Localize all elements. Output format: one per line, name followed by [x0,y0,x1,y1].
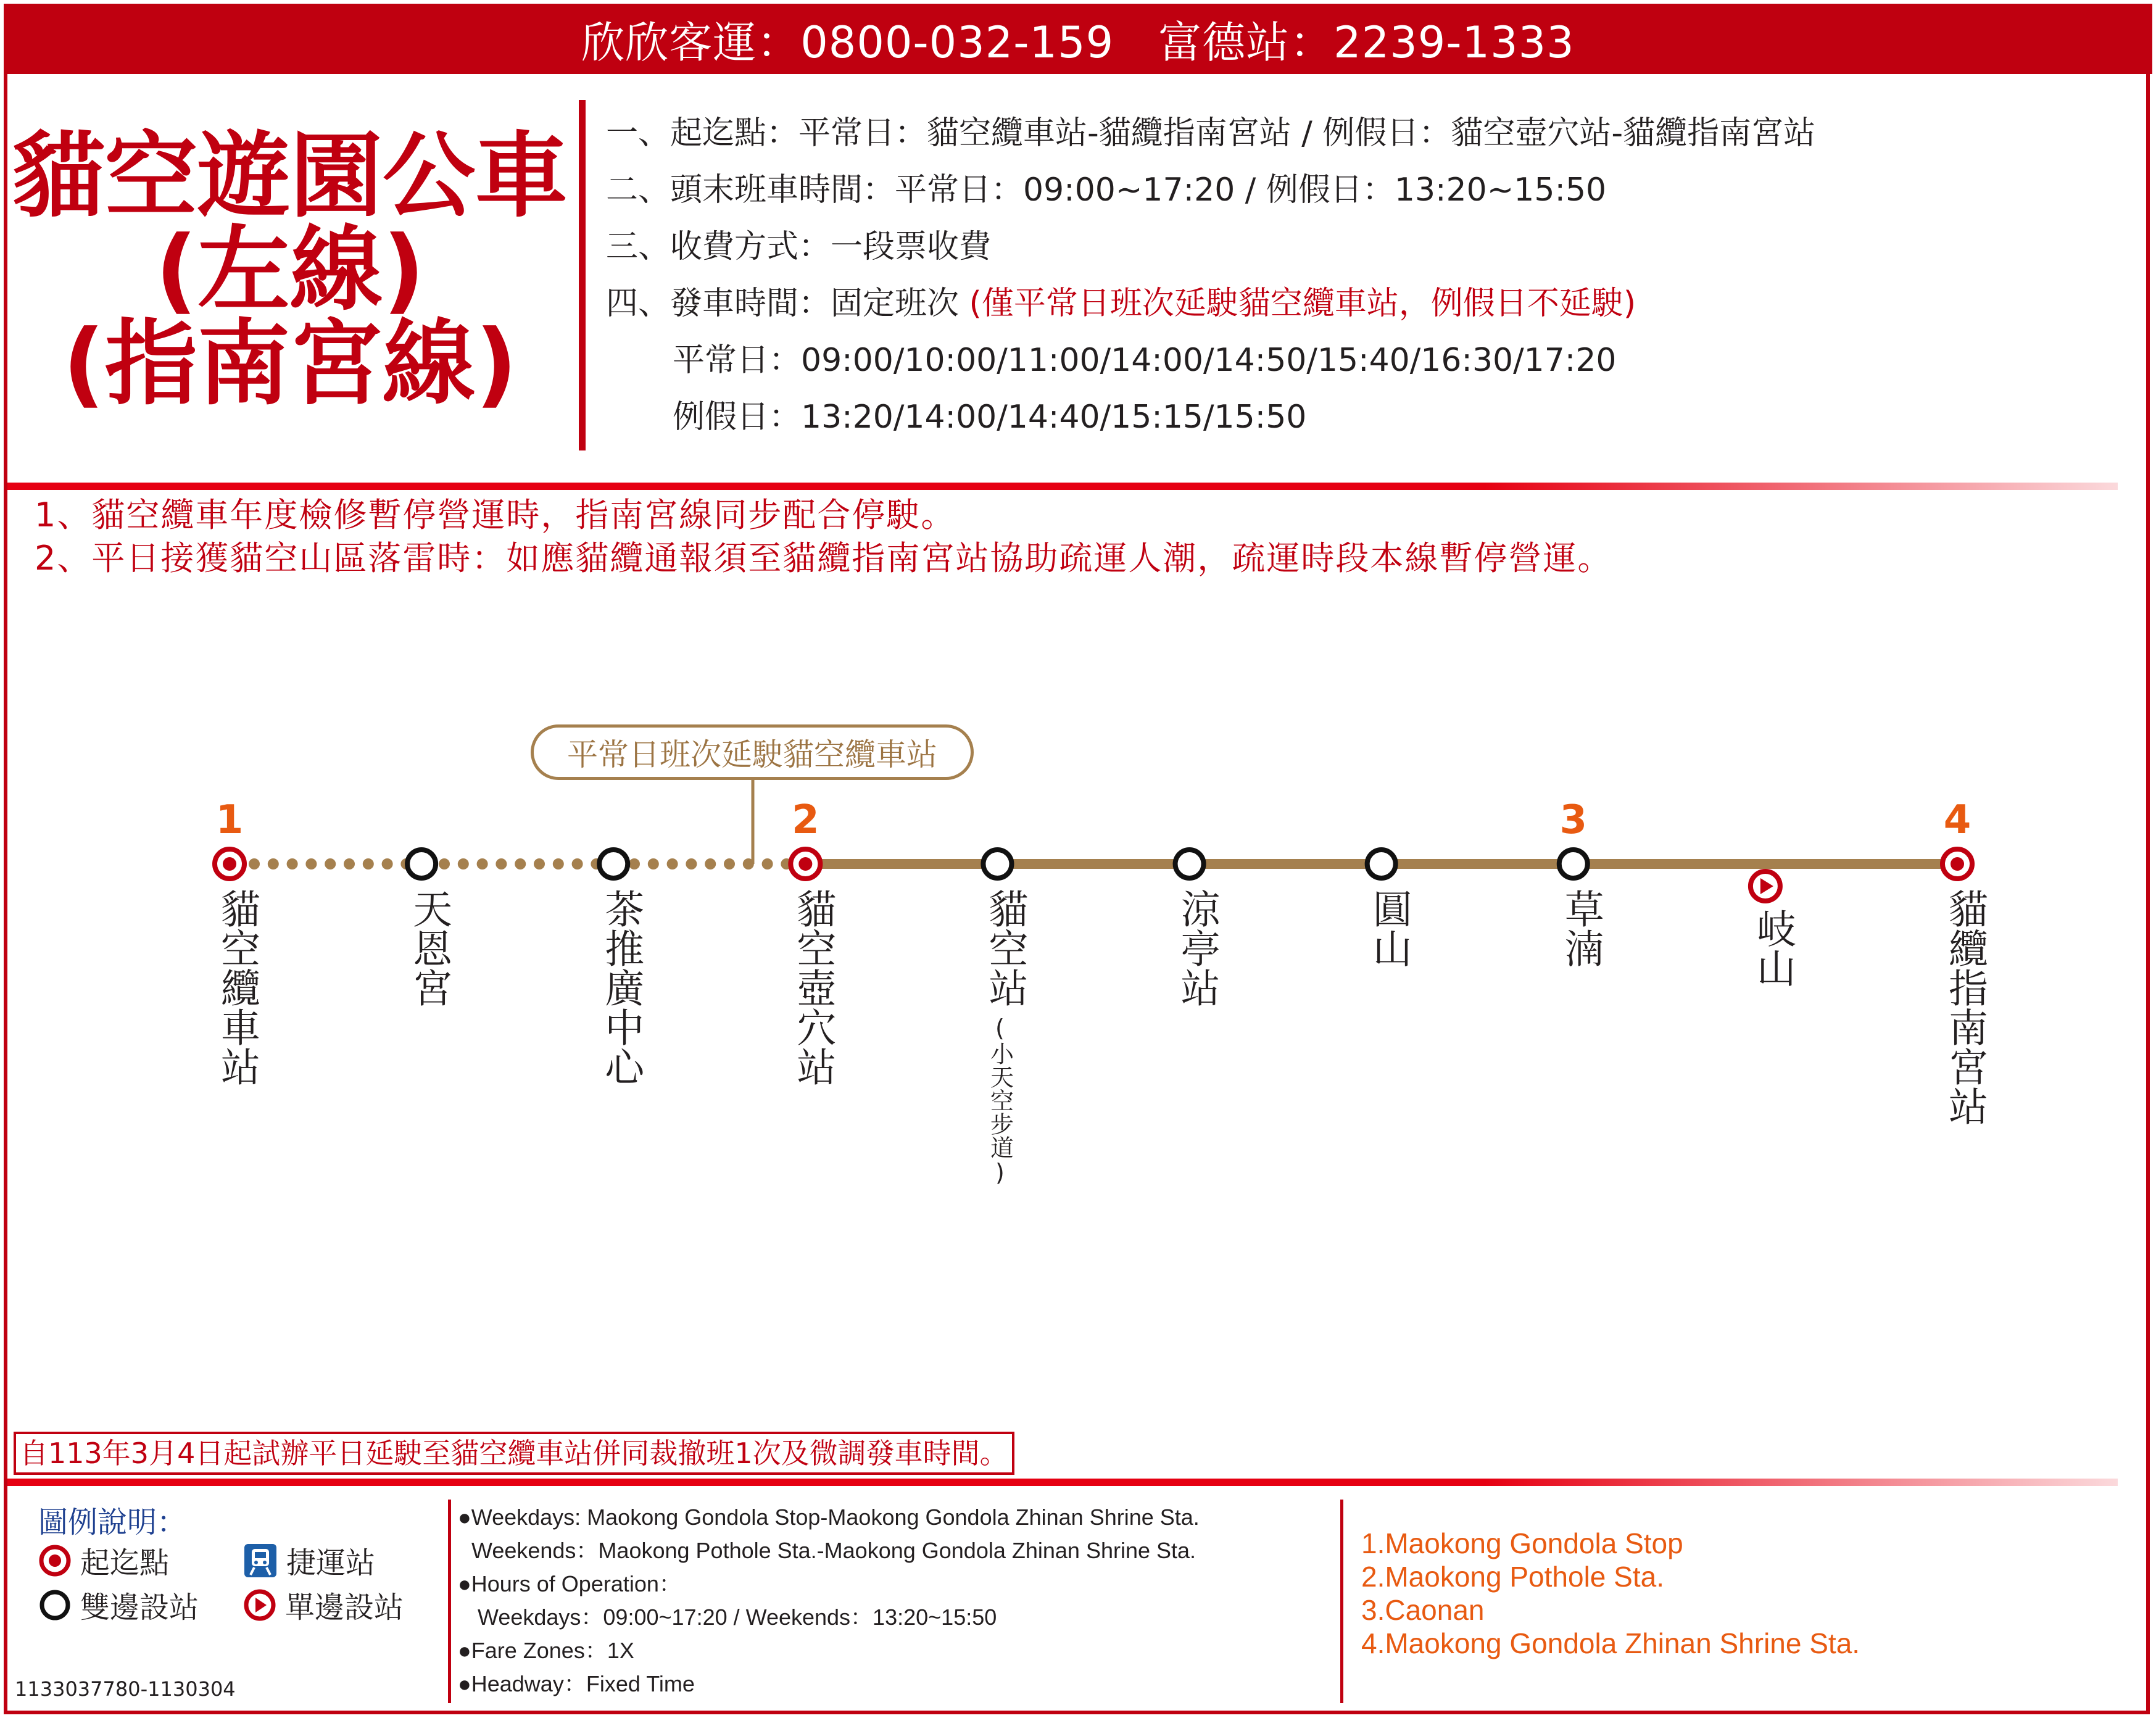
en-endpoints-weekends: Weekends：Maokong Pothole Sta.-Maokong Gondola Zhinan Shrine Sta. [471,1538,1196,1563]
footer-divider [7,1479,2118,1486]
extension-dotted-line [249,858,792,869]
stop-name: 圓山 [1366,889,1412,968]
title-line-2: (左線) [155,217,425,324]
en-headway: ●Headway：Fixed Time [458,1671,695,1696]
stop-marker [1751,871,1780,901]
station-contact: 富德站：2239-1333 [1158,17,1575,68]
stop-name: 貓空纜車站 [214,889,260,1086]
notice-item: 2、平日接獲貓空山區落雷時：如應貓纜通報須至貓纜指南宮站協助疏運人潮，疏運時段本線暫停營運。 [35,539,1612,578]
route-dot [629,858,640,869]
info-hours: 二、頭末班車時間：平常日：09:00~17:20 / 例假日：13:20~15:50 [606,172,1607,209]
stop-marker [790,849,820,879]
trial-notice: 自113年3月4日起試辦平日延駛至貓空纜車站併同裁撤班1次及微調發車時間。 [14,1432,1014,1475]
route-dot [305,858,317,869]
stop-number: 3 [1559,797,1588,843]
stop-name: 天恩宮 [406,889,452,1007]
en-hours-label: ●Hours of Operation： [458,1571,681,1596]
legend-both-side-label: 雙邊設站 [80,1590,199,1625]
route-dot [382,858,393,869]
route-dot [477,858,488,869]
notice-item: 1、貓空纜車年度檢修暫停營運時，指南宮線同步配合停駛。 [35,496,956,534]
legend-one-side [243,1583,404,1626]
stop-number: 1 [215,797,244,843]
legend-terminal-label: 起迄點 [80,1546,170,1580]
stop-marker [599,850,628,878]
route-dot [268,858,279,869]
stop-name: 貓空壺穴站 [790,889,836,1086]
route-dot [534,858,545,869]
one-side-stop-icon [243,1588,276,1622]
route-dot [458,858,469,869]
station-en-item: 3.Caonan [1361,1594,1485,1626]
route-dot [705,858,716,869]
route-dot [724,858,735,869]
mrt-icon [243,1543,278,1579]
legend-terminal [38,1539,169,1582]
schedule-note: (僅平常日班次延駛貓空纜車站，例假日不延駛) [969,285,1636,322]
route-dot [762,858,773,869]
stop-name: 貓纜指南宮站 [1942,889,1988,1126]
stop-marker [983,850,1011,878]
title-line-1: 貓空遊園公車 [12,123,568,230]
station-en-item: 2.Maokong Pothole Sta. [1361,1561,1664,1593]
route-dot [363,858,374,869]
stop-marker [1559,850,1588,878]
legend-one-side-label: 單邊設站 [285,1590,404,1625]
stop-number: 4 [1943,797,1971,843]
document-code: 1133037780-1130304 [15,1677,236,1701]
station-en-item: 4.Maokong Gondola Zhinan Shrine Sta. [1361,1627,1860,1659]
info-fare: 三、收費方式：一段票收費 [606,228,992,265]
info-endpoints: 一、起迄點：平常日：貓空纜車站-貓纜指南宮站 / 例假日：貓空壺穴站-貓纜指南宮站 [606,115,1816,152]
info-weekday: 平常日：09:00/10:00/11:00/14:00/14:50/15:40/16:30/17:20 [673,342,1617,379]
route-dot [743,858,754,869]
station-en-item: 1.Maokong Gondola Stop [1361,1527,1683,1559]
stop-marker [1367,850,1396,878]
stop-marker [1942,849,1972,879]
schedule-label: 四、發車時間：固定班次 [606,285,960,322]
legend-title: 圖例說明： [38,1505,187,1540]
english-station-list [1361,1527,1860,1660]
route-dot [686,858,697,869]
route-dot [249,858,260,869]
en-endpoints-weekdays: ●Weekdays: Maokong Gondola Stop-Maokong Gondola Zhinan Shrine Sta. [458,1504,1200,1530]
terminal-icon [38,1544,72,1577]
legend-mrt [243,1539,375,1582]
route-dot [515,858,526,869]
legend-both-side [38,1583,199,1626]
extension-callout: 平常日班次延駛貓空纜車站 [531,724,974,780]
stop-subname: (小天空步道) [986,1015,1014,1186]
route-dot [344,858,355,869]
stop-marker [407,850,436,878]
route-dot [667,858,678,869]
stop-name: 茶推廣中心 [598,889,644,1086]
route-dot [648,858,659,869]
route-dot [495,858,507,869]
route-dot [553,858,564,869]
stop-name: 涼亭站 [1174,889,1220,1007]
both-side-stop-icon [38,1588,72,1622]
stop-number: 2 [792,797,819,843]
title-line-3: (指南宮線) [62,310,518,418]
stop-name: 貓空站 [982,889,1028,1007]
route-dot [572,858,583,869]
footer-divider-right [1340,1500,1343,1703]
stop-marker [215,849,244,879]
stop-name: 岐山 [1749,908,1796,987]
en-hours: Weekdays：09:00~17:20 / Weekends：13:20~15:50 [478,1604,997,1630]
route-dot [287,858,298,869]
legend-mrt-label: 捷運站 [286,1546,376,1580]
footer-divider-left [448,1500,451,1703]
route-dot [439,858,450,869]
info-holiday: 例假日：13:20/14:00/14:40/15:15/15:50 [673,399,1307,436]
stop-name: 草湳 [1557,889,1604,968]
english-info [458,1501,1200,1701]
stop-markers [215,849,1972,901]
route-dot [325,858,336,869]
operator-contact: 欣欣客運：0800-032-159 [581,17,1114,68]
en-fare: ●Fare Zones：1X [458,1638,634,1663]
stop-marker [1175,850,1204,878]
